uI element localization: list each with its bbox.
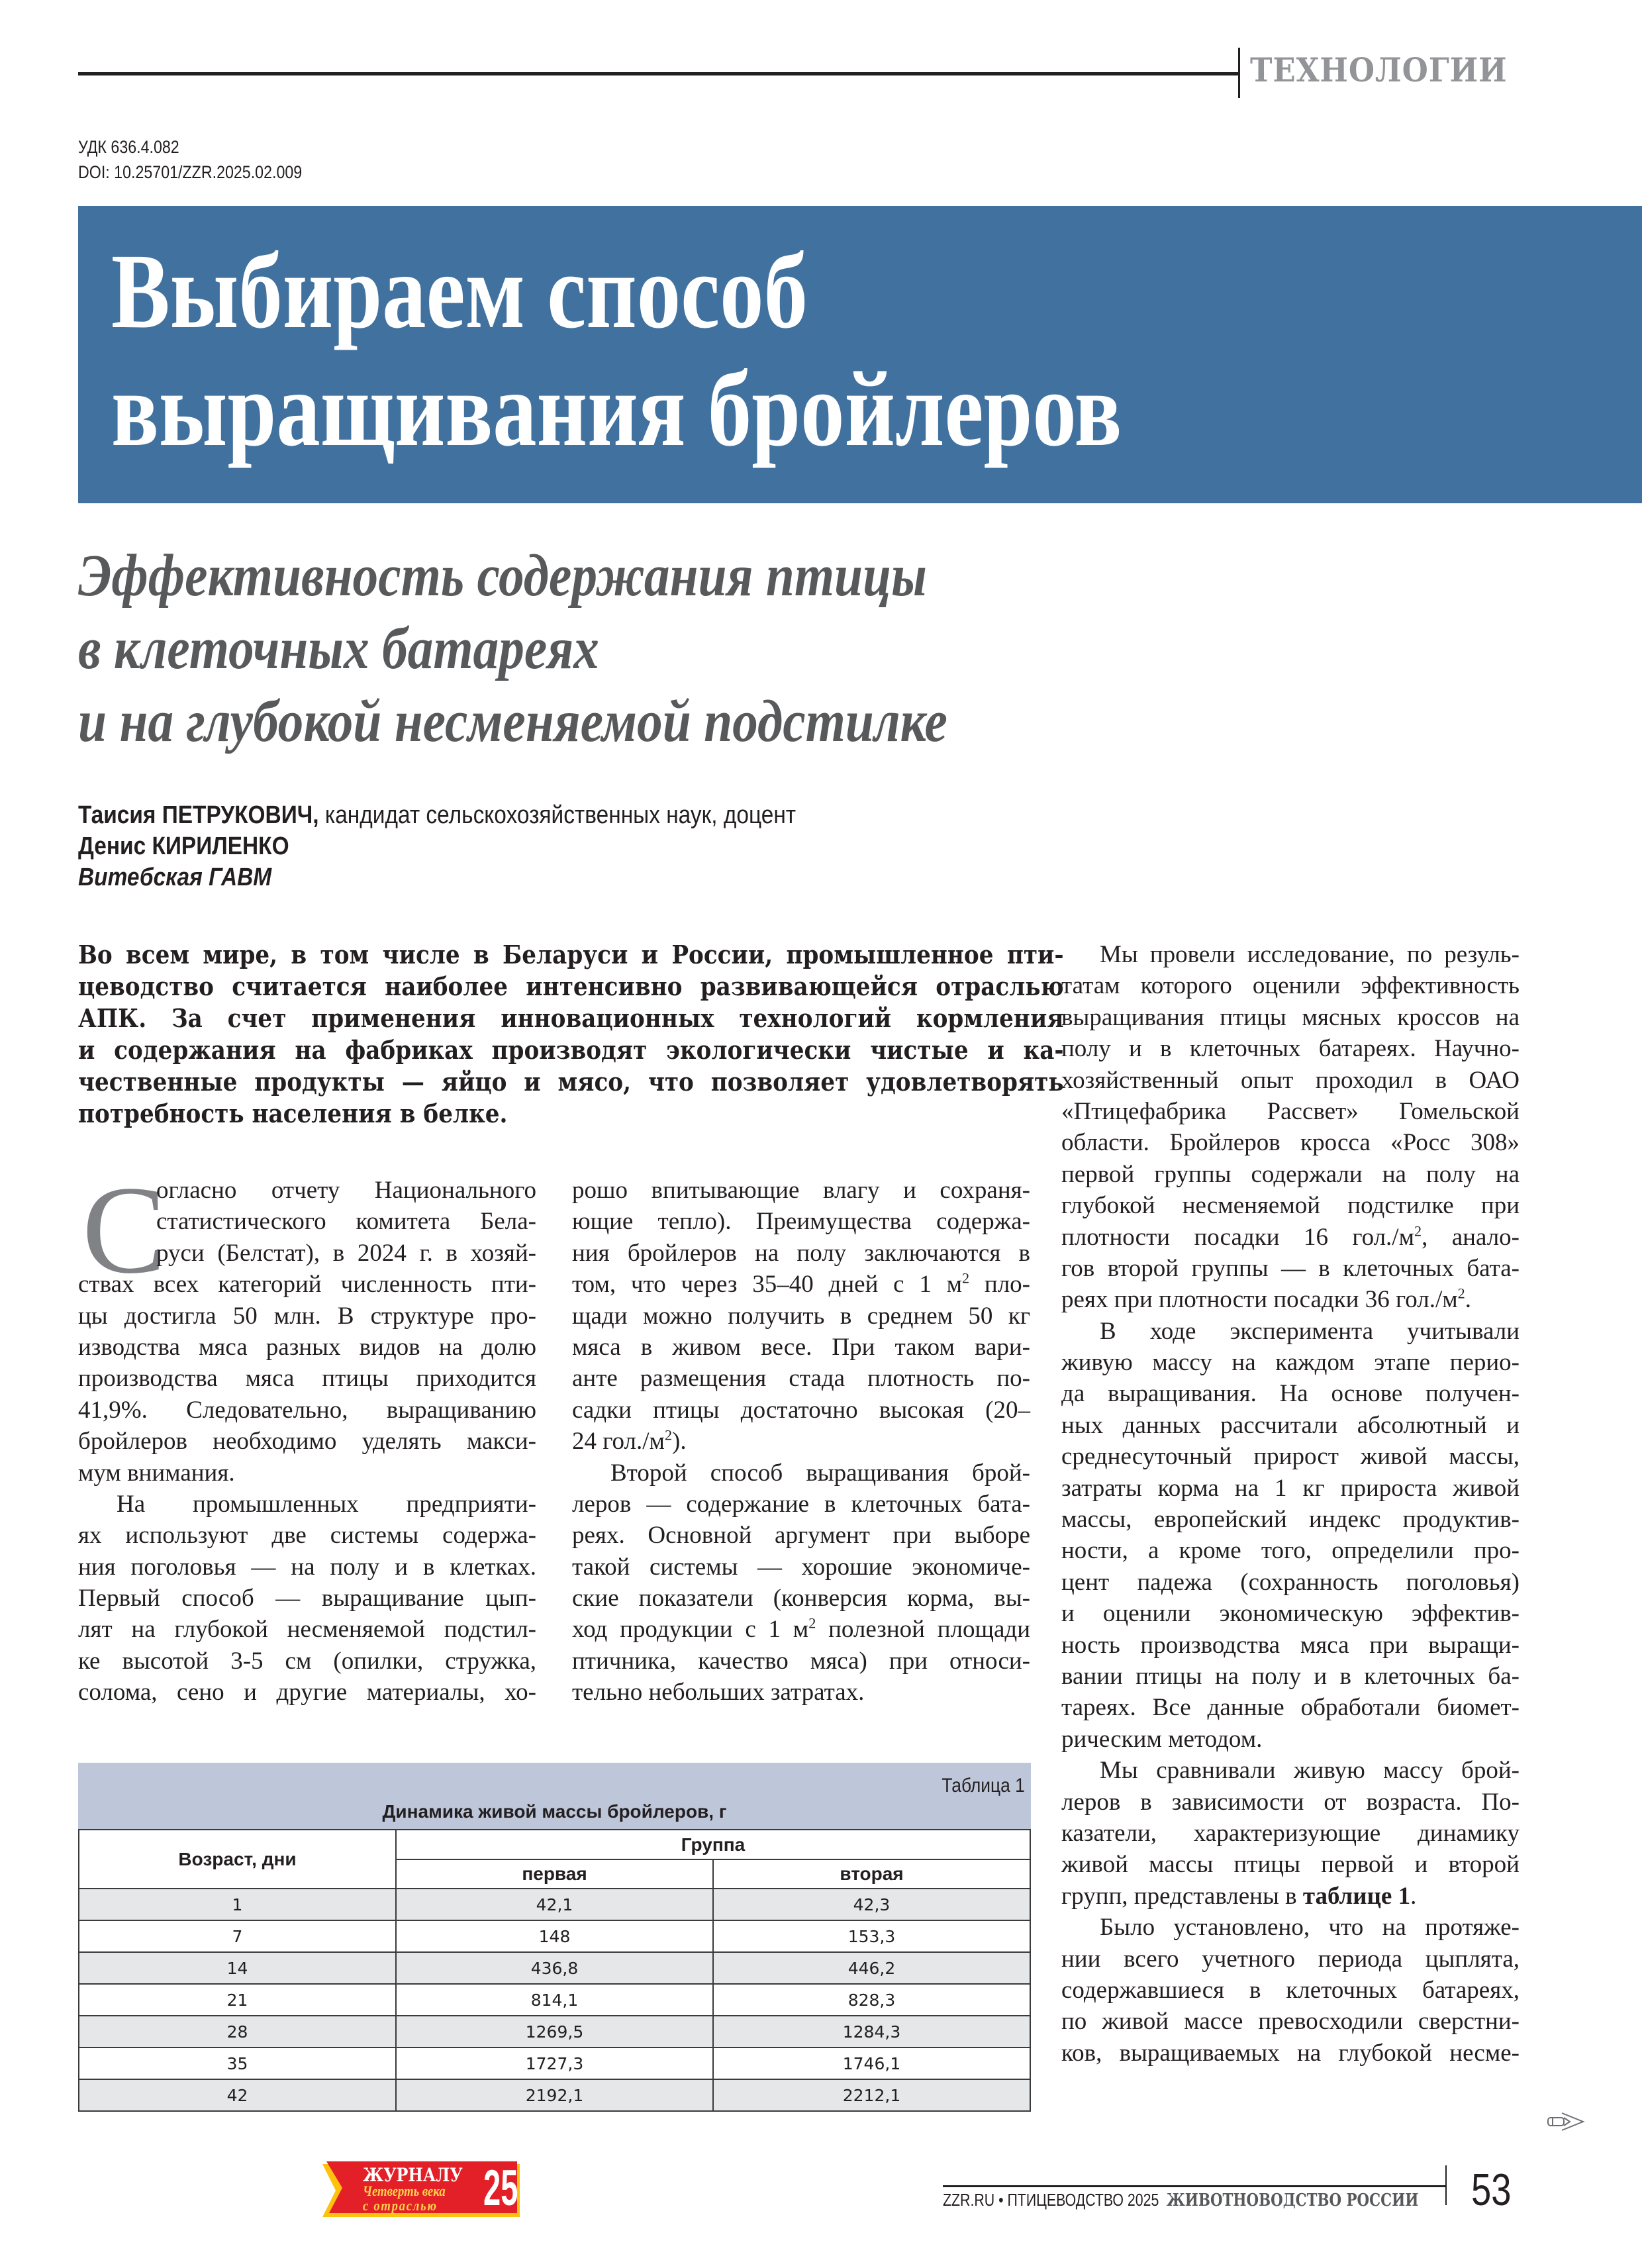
table-row <box>79 1984 1030 2016</box>
text-line: области. Бройлеров кросса «Росс 308» <box>1061 1129 1520 1157</box>
table-row <box>79 1889 1030 1920</box>
footer-magazine: ЖИВОТНОВОДСТВО РОССИИ <box>1166 2191 1419 2210</box>
text-line: Было установлено, что на протяже- <box>1100 1914 1520 1942</box>
text-line: среднесуточный прирост живой массы, <box>1061 1443 1520 1471</box>
affiliation: Витебская ГАВМ <box>78 863 272 891</box>
text-line: «Птицефабрика Рассвет» Гомельской <box>1061 1097 1520 1125</box>
text-line: и оценили экономическую эффектив- <box>1061 1600 1520 1628</box>
text-line: мяса в живом весе. При таком вари- <box>572 1333 1030 1361</box>
group-second-cell: 1746,1 <box>713 2047 1030 2079</box>
column-header-group: Группа <box>396 1830 1030 1859</box>
text-line: реях. Основной аргумент при выборе <box>572 1522 1030 1550</box>
article-subtitle <box>78 540 947 758</box>
text-line: выращивания птицы мясных кроссов на <box>1061 1003 1520 1031</box>
group-first-cell: 436,8 <box>396 1952 713 1984</box>
lead-paragraph <box>78 939 1064 1130</box>
lead-line: и содержания на фабриках производят экологически чистые и ка- <box>78 1035 1064 1065</box>
group-first-cell: 1727,3 <box>396 2047 713 2079</box>
column-header-first: первая <box>396 1859 713 1889</box>
udc-code: УДК 636.4.082 <box>78 137 179 157</box>
text-line: содержавшиеся в клеточных батареях, <box>1061 1976 1520 2004</box>
text-line: рошо впитывающие влагу и сохраня- <box>572 1177 1030 1204</box>
table-number: Таблица 1 <box>942 1775 1026 1797</box>
text-line: казатели, характеризующие динамику <box>1061 1819 1520 1847</box>
text-line: гов второй группы — в клеточных бата- <box>1061 1254 1520 1282</box>
body-column-2 <box>572 1175 1030 1708</box>
article-title <box>111 233 1122 469</box>
text-line: Мы провели исследование, по резуль- <box>1100 941 1520 968</box>
text-line: На промышленных предприяти- <box>117 1490 536 1518</box>
text-line: птичника, качество мяса) при относи- <box>572 1647 1030 1675</box>
group-second-cell: 42,3 <box>713 1889 1030 1920</box>
subtitle-line: и на глубокой несменяемой подстилке <box>78 689 947 754</box>
text-line: цы достигла 50 млн. В структуре про- <box>78 1302 536 1330</box>
group-first-cell: 42,1 <box>396 1889 713 1920</box>
text-line: Второй способ выращивания брой- <box>610 1459 1030 1487</box>
text-line: 24 $гол./м^2$). <box>572 1426 687 1455</box>
body-column-1 <box>78 1161 536 1708</box>
text-line: том, что через 35–40 дней с 1 $м^2$ пло- <box>572 1269 1030 1299</box>
text-line: Мы сравнивали живую массу брой- <box>1100 1757 1520 1785</box>
text-line: леров в зависимости от возраста. По- <box>1061 1788 1520 1816</box>
group-first-cell: 148 <box>396 1920 713 1952</box>
text-line: вании птицы на полу и в клеточных ба- <box>1061 1662 1520 1690</box>
text-line: В ходе эксперимента учитывали <box>1100 1317 1520 1345</box>
subtitle-line: в клеточных батареях <box>78 616 599 681</box>
text-line: хозяйственный опыт проходил в ОАО <box>1061 1066 1520 1094</box>
text-line: мум внимания. <box>78 1459 235 1487</box>
text-line: ния поголовья — на полу и в клетках. <box>78 1553 536 1581</box>
author-name: Денис КИРИЛЕНКО <box>78 832 289 860</box>
lead-line: АПК. За счет применения инновационных технологий кормления <box>78 1003 1064 1033</box>
lead-line: Во всем мире, в том числе в Беларуси и России, промышленное пти- <box>78 940 1064 969</box>
text-line: ность производства мяса при выращи- <box>1061 1631 1520 1659</box>
text-line: ях используют две системы содержа- <box>78 1522 536 1550</box>
text-line: цент падежа (сохранность поголовья) <box>1061 1568 1520 1596</box>
text-line: щади можно получить в среднем 50 кг <box>572 1302 1030 1330</box>
group-second-cell: 828,3 <box>713 1984 1030 2016</box>
author-1 <box>78 800 796 831</box>
text-line: живой массы птицы первой и второй <box>1061 1851 1520 1879</box>
age-cell: 7 <box>79 1920 396 1952</box>
drop-cap: С <box>82 1161 166 1300</box>
author-2 <box>78 831 796 862</box>
text-line: реях при плотности посадки 36 $гол./м^2$. <box>1061 1285 1471 1314</box>
age-cell: 28 <box>79 2016 396 2047</box>
lead-line: потребность населения в белке. <box>78 1099 508 1128</box>
text-line: ности, а кроме того, определили про- <box>1061 1537 1520 1565</box>
table-caption-band <box>78 1763 1031 1829</box>
text-line: рическим методом. <box>1061 1725 1263 1753</box>
badge-subtitle: Четверть века <box>363 2183 446 2199</box>
text-line: первой группы содержали на полу на <box>1061 1160 1520 1188</box>
age-cell: 21 <box>79 1984 396 2016</box>
text-line: такой системы — хорошие экономиче- <box>572 1553 1030 1581</box>
section-label: ТЕХНОЛОГИИ <box>1250 50 1508 89</box>
text-line: по живой массе превосходили сверстни- <box>1061 2008 1520 2036</box>
table-reference[interactable]: таблице 1 <box>1302 1882 1411 1910</box>
text-line: тельно небольших затратах. <box>572 1679 865 1706</box>
age-cell: 14 <box>79 1952 396 1984</box>
lead-line: чественные продукты — яйцо и мясо, что позволяет удовлетворять <box>78 1067 1064 1097</box>
column-header-age: Возраст, дни <box>79 1830 396 1889</box>
doi: DOI: 10.25701/ZZR.2025.02.009 <box>78 162 303 182</box>
author-degree: кандидат сельскохозяйственных наук, доцент <box>324 801 797 829</box>
text-line: статистического комитета Бела- <box>156 1208 536 1236</box>
text-line: руси (Белстат), в 2024 г. в хозяй- <box>156 1239 536 1267</box>
text-line: ход продукции с 1 $м^2$ полезной площади <box>572 1615 1031 1644</box>
age-cell: 1 <box>79 1889 396 1920</box>
footer-rule <box>943 2185 1445 2187</box>
text-line: групп, представлены в таблице 1. <box>1061 1882 1417 1910</box>
text-line: глубокой несменяемой подстилке при <box>1061 1192 1520 1220</box>
text-line: Первый способ — выращивание цып- <box>78 1585 536 1612</box>
text-line: анте размещения стада плотность по- <box>572 1365 1030 1393</box>
text-line: массы, европейский индекс продуктив- <box>1061 1506 1520 1534</box>
lead-line: цеводство считается наиболее интенсивно развивающейся отраслью <box>78 971 1064 1001</box>
text-line: леров — содержание в клеточных бата- <box>572 1490 1030 1518</box>
group-first-cell: 1269,5 <box>396 2016 713 2047</box>
text-line: да выращивания. На основе получен- <box>1061 1380 1520 1408</box>
group-second-cell: 153,3 <box>713 1920 1030 1952</box>
text-line: садки птицы достаточно высокая (20– <box>572 1396 1030 1424</box>
group-second-cell: 2212,1 <box>713 2079 1030 2111</box>
subtitle-line: Эффективность содержания птицы <box>78 543 927 609</box>
column-header-second: вторая <box>713 1859 1030 1889</box>
author-name: Таисия ПЕТРУКОВИЧ, <box>78 801 319 829</box>
badge-subtitle: с отраслью <box>363 2197 438 2214</box>
text-line: ке высотой 3-5 см (опилки, стружка, <box>78 1647 536 1675</box>
text-line: 41,9%. Следовательно, выращиванию <box>78 1396 536 1424</box>
text-line: ющие тепло). Преимущества содержа- <box>572 1208 1030 1236</box>
authors-block <box>78 800 796 893</box>
badge-title: ЖУРНАЛУ <box>363 2164 463 2186</box>
text-line: ных данных рассчитали абсолютный и <box>1061 1411 1520 1439</box>
title-line: выращивания бройлеров <box>111 350 1122 469</box>
group-second-cell: 1284,3 <box>713 2016 1030 2047</box>
text-line: ния бройлеров на полу заключаются в <box>572 1239 1030 1267</box>
header-rule <box>78 72 1239 75</box>
badge-number: 25 <box>483 2160 518 2216</box>
table-row <box>79 2016 1030 2047</box>
text-line: изводства мяса разных видов на долю <box>78 1333 536 1361</box>
text-line: татам которого оценили эффективность <box>1061 972 1520 1000</box>
weight-dynamics-table <box>78 1829 1031 2112</box>
text-line: ствах всех категорий численность пти- <box>78 1271 536 1299</box>
table-row <box>79 1952 1030 1984</box>
text-line: ков, выращиваемых на глубокой несме- <box>1061 2039 1520 2067</box>
text-line: производства мяса птицы приходится <box>78 1365 536 1393</box>
group-first-cell: 814,1 <box>396 1984 713 2016</box>
text-line: нии всего учетного периода цыплята, <box>1061 1945 1520 1973</box>
footer-site[interactable]: ZZR.RU • ПТИЦЕВОДСТВО 2025 <box>943 2190 1159 2210</box>
title-line: Выбираем способ <box>111 232 808 351</box>
text-line: затраты корма на 1 кг прироста живой <box>1061 1474 1520 1502</box>
age-cell: 42 <box>79 2079 396 2111</box>
pencil-arrow-icon <box>1546 2111 1586 2132</box>
text-line: живую массу на каждом этапе перио- <box>1061 1349 1520 1377</box>
text-line: солома, сено и другие материалы, хо- <box>78 1679 536 1706</box>
text-line: тареях. Все данные обработали биомет- <box>1061 1694 1520 1722</box>
group-second-cell: 446,2 <box>713 1952 1030 1984</box>
footer-divider <box>1445 2165 1447 2205</box>
table-row <box>79 2079 1030 2111</box>
text-line: бройлеров необходимо уделять макси- <box>78 1428 536 1455</box>
text-line: лят на глубокой несменяемой подстил- <box>78 1616 536 1644</box>
table-row <box>79 1920 1030 1952</box>
age-cell: 35 <box>79 2047 396 2079</box>
page-number: 53 <box>1471 2165 1512 2215</box>
header-divider <box>1238 48 1240 98</box>
text-line: ские показатели (конверсия корма, вы- <box>572 1585 1030 1612</box>
footer-credit <box>943 2190 1418 2210</box>
table-row <box>79 2047 1030 2079</box>
text-line: полу и в клеточных батареях. Научно- <box>1061 1035 1520 1063</box>
text-line: плотности посадки 16 $гол./м^2$, анало- <box>1061 1222 1520 1251</box>
group-first-cell: 2192,1 <box>396 2079 713 2111</box>
body-column-3 <box>1061 939 1520 2069</box>
table-title: Динамика живой массы бройлеров, г <box>382 1801 727 1822</box>
text-line: огласно отчету Национального <box>156 1177 536 1204</box>
